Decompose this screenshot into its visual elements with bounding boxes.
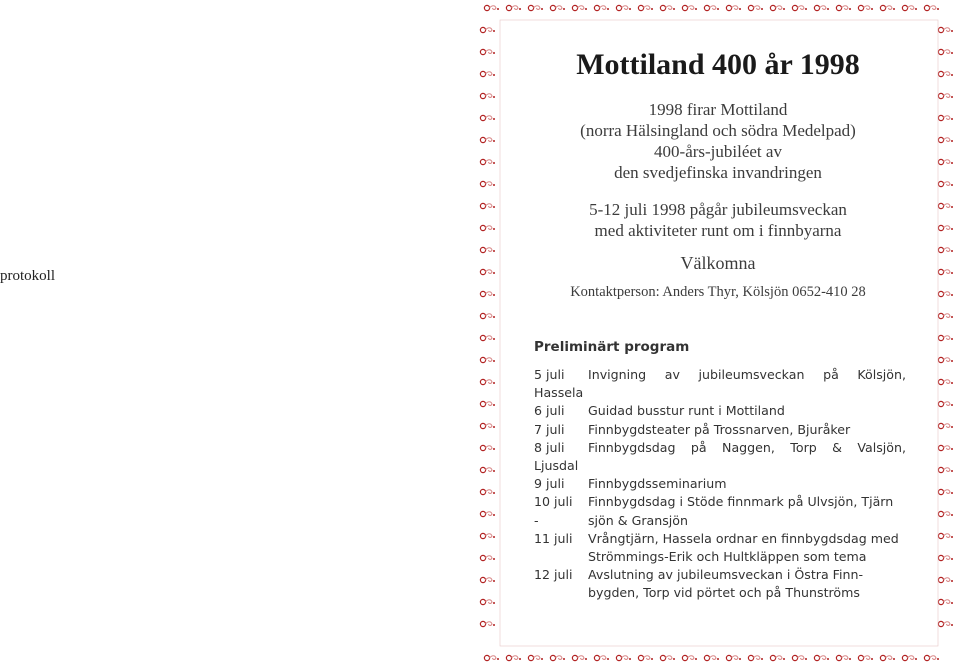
page-title: Mottiland 400 år 1998 [576,48,860,81]
week-line: med aktiviteter runt om i finnbyarna [594,221,842,240]
welcome-text: Välkomna [680,253,756,273]
program-row-continuation [534,512,906,530]
program-row [534,402,906,420]
program-row-continuation [534,584,906,602]
program-event: Finnbygdsseminarium [588,476,727,492]
program-continuation-left: - [534,512,539,528]
intro-line: 1998 firar Mottiland [648,100,788,119]
program-event: Guidad busstur runt i Mottiland [588,403,785,419]
program-row-continuation [534,457,906,475]
program-date: 7 juli [534,421,565,437]
intro-line: 400-års-jubiléet av [654,142,782,161]
program-date: 6 juli [534,403,565,419]
program-continuation-right [588,384,906,402]
program-row [534,421,906,439]
contact-line: Kontaktperson: Anders Thyr, Kölsjön 0652-410 28 [570,284,866,300]
program-event: Finnbygdsteater på Trossnarven, Bjuråker [588,421,851,437]
program-continuation-left [534,548,588,566]
program-continuation-left [534,584,588,602]
program-list [534,366,906,603]
program-event: Finnbygdsdag på Naggen, Torp & Valsjön, [588,439,906,455]
program-date: 12 juli [534,567,573,583]
week-block [476,199,960,241]
program-date: 8 juli [534,439,565,455]
decorative-frame [476,0,960,666]
program-date: 9 juli [534,476,565,492]
intro-line: (norra Hälsingland och södra Medelpad) [580,121,856,140]
program-row [534,439,906,457]
program-row [534,493,906,511]
intro-block [476,99,960,183]
program-date: 11 juli [534,530,573,546]
week-line: 5-12 juli 1998 pågår jubileumsveckan [589,200,847,219]
program-continuation-left: Ljusdal [534,458,579,474]
program-event: Avslutning av jubileumsveckan i Östra Finn- [588,567,864,583]
program-event: Finnbygdsdag i Stöde finnmark på Ulvsjön, Tjärn [588,494,894,510]
program-row [534,475,906,493]
program-row-continuation [534,548,906,566]
welcome-block [476,253,960,303]
program-date: 10 juli [534,494,573,510]
program-continuation-left: Hassela [534,385,584,401]
program-row [534,366,906,384]
program-event: Invigning av jubileumsveckan på Kölsjön, [588,367,906,382]
program-row [534,566,906,584]
program-continuation-right: sjön & Gransjön [588,512,688,528]
left-label: protokoll [0,268,55,284]
program-row [534,530,906,548]
intro-line: den svedjefinska invandringen [614,163,822,182]
program-continuation-right: Strömmings-Erik och Hultkläppen som tema [588,549,867,565]
program-row-continuation [534,384,906,402]
program-event: Vrångtjärn, Hassela ordnar en finnbygdsdag med [588,530,899,546]
program-title: Preliminärt program [534,339,690,355]
page-content [476,0,960,666]
program-continuation-right: bygden, Torp vid pörtet och på Thunströms [588,585,860,601]
program-continuation-right [588,457,906,475]
program-date: 5 juli [534,367,565,382]
